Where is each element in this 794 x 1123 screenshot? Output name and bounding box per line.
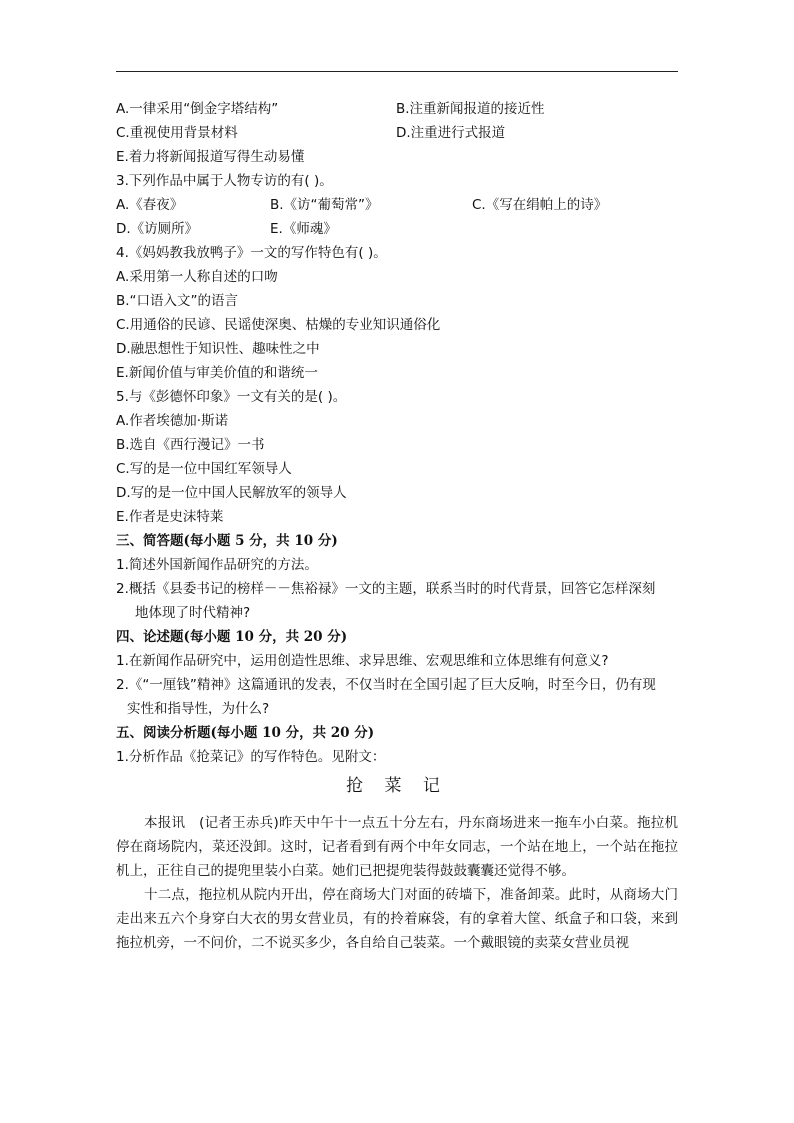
q3-option-c: C.《写在绢帕上的诗》 (472, 197, 608, 213)
q3-option-b: B.《访“葡萄常”》 (270, 197, 379, 213)
section-3-heading: 三、简答题(每小题 5 分，共 10 分) (116, 533, 338, 549)
section-5-question-1: 1.分析作品《抢菜记》的写作特色。见附文： (116, 749, 386, 765)
section-4-heading: 四、论述题(每小题 10 分，共 20 分) (116, 629, 348, 645)
q5-option-b: B.选自《西行漫记》一书 (116, 437, 265, 453)
q5-stem: 5.与《彭德怀印象》一文有关的是( )。 (116, 389, 347, 405)
q5-option-e: E.作者是史沫特莱 (116, 509, 224, 525)
q2-option-c: C.重视使用背景材料 (116, 125, 238, 141)
section-3-question-1: 1.简述外国新闻作品研究的方法。 (116, 557, 318, 573)
q3-option-e: E.《师魂》 (270, 221, 337, 237)
q4-option-a: A.采用第一人称自述的口吻 (116, 269, 278, 285)
q3-option-d: D.《访厕所》 (116, 221, 199, 237)
q5-option-a: A.作者埃德加·斯诺 (116, 413, 229, 429)
q3-stem: 3.下列作品中属于人物专访的有( )。 (116, 173, 333, 189)
section-4-question-2-line-1: 2.《“一厘钱”精神》这篇通讯的发表，不仅当时在全国引起了巨大反响，时至今日，仍有现 (116, 677, 656, 693)
q2-option-a: A.一律采用“倒金字塔结构” (116, 101, 279, 117)
q4-stem: 4.《妈妈教我放鸭子》一文的写作特色有( )。 (116, 245, 387, 261)
section-3-question-2-line-2: 地体现了时代精神? (135, 605, 251, 621)
q2-option-d: D.注重进行式报道 (396, 125, 506, 141)
article-paragraph-2: 十二点，拖拉机从院内开出，停在商场大门对面的砖墙下，准备卸菜。此时，从商场大门走出来五六个身穿白大衣的男女营业员，有的拎着麻袋，有的拿着大筐、纸盒子和口袋，来到拖拉机旁，一不问价，二不说买多少，各自给自己装菜。一个戴眼镜的卖菜女营业员视 (116, 887, 678, 951)
header-rule (116, 71, 678, 72)
q4-option-b: B.“口语入文”的语言 (116, 293, 239, 309)
article-paragraph-1: 本报讯 (记者王赤兵)昨天中午十一点五十分左右，丹东商场进来一拖车小白菜。拖拉机停在商场院内，菜还没卸。这时，记者看到有两个中年女同志，一个站在地上，一个站在拖拉机上，正往自己的提兜里装小白菜。她们已把提兜装得鼓鼓囊囊还觉得不够。 (116, 815, 678, 879)
q2-option-e: E.着力将新闻报道写得生动易懂 (116, 149, 305, 165)
section-3-question-2-line-1: 2.概括《县委书记的榜样－－焦裕禄》一文的主题，联系当时的时代背景，回答它怎样深刻 (116, 581, 656, 597)
q2-option-b: B.注重新闻报道的接近性 (396, 101, 545, 117)
article-title: 抢 菜 记 (346, 776, 448, 796)
q5-option-c: C.写的是一位中国红军领导人 (116, 461, 292, 477)
q5-option-d: D.写的是一位中国人民解放军的领导人 (116, 485, 347, 501)
q3-option-a: A.《春夜》 (116, 197, 184, 213)
section-4-question-2-line-2: 实性和指导性，为什么? (127, 701, 270, 717)
q4-option-e: E.新闻价值与审美价值的和谐统一 (116, 365, 318, 381)
section-4-question-1: 1.在新闻作品研究中，运用创造性思维、求异思维、宏观思维和立体思维有何意义? (116, 653, 609, 669)
q4-option-c: C.用通俗的民谚、民谣使深奥、枯燥的专业知识通俗化 (116, 317, 441, 333)
q4-option-d: D.融思想性于知识性、趣味性之中 (116, 341, 320, 357)
section-5-heading: 五、阅读分析题(每小题 10 分，共 20 分) (116, 725, 375, 741)
